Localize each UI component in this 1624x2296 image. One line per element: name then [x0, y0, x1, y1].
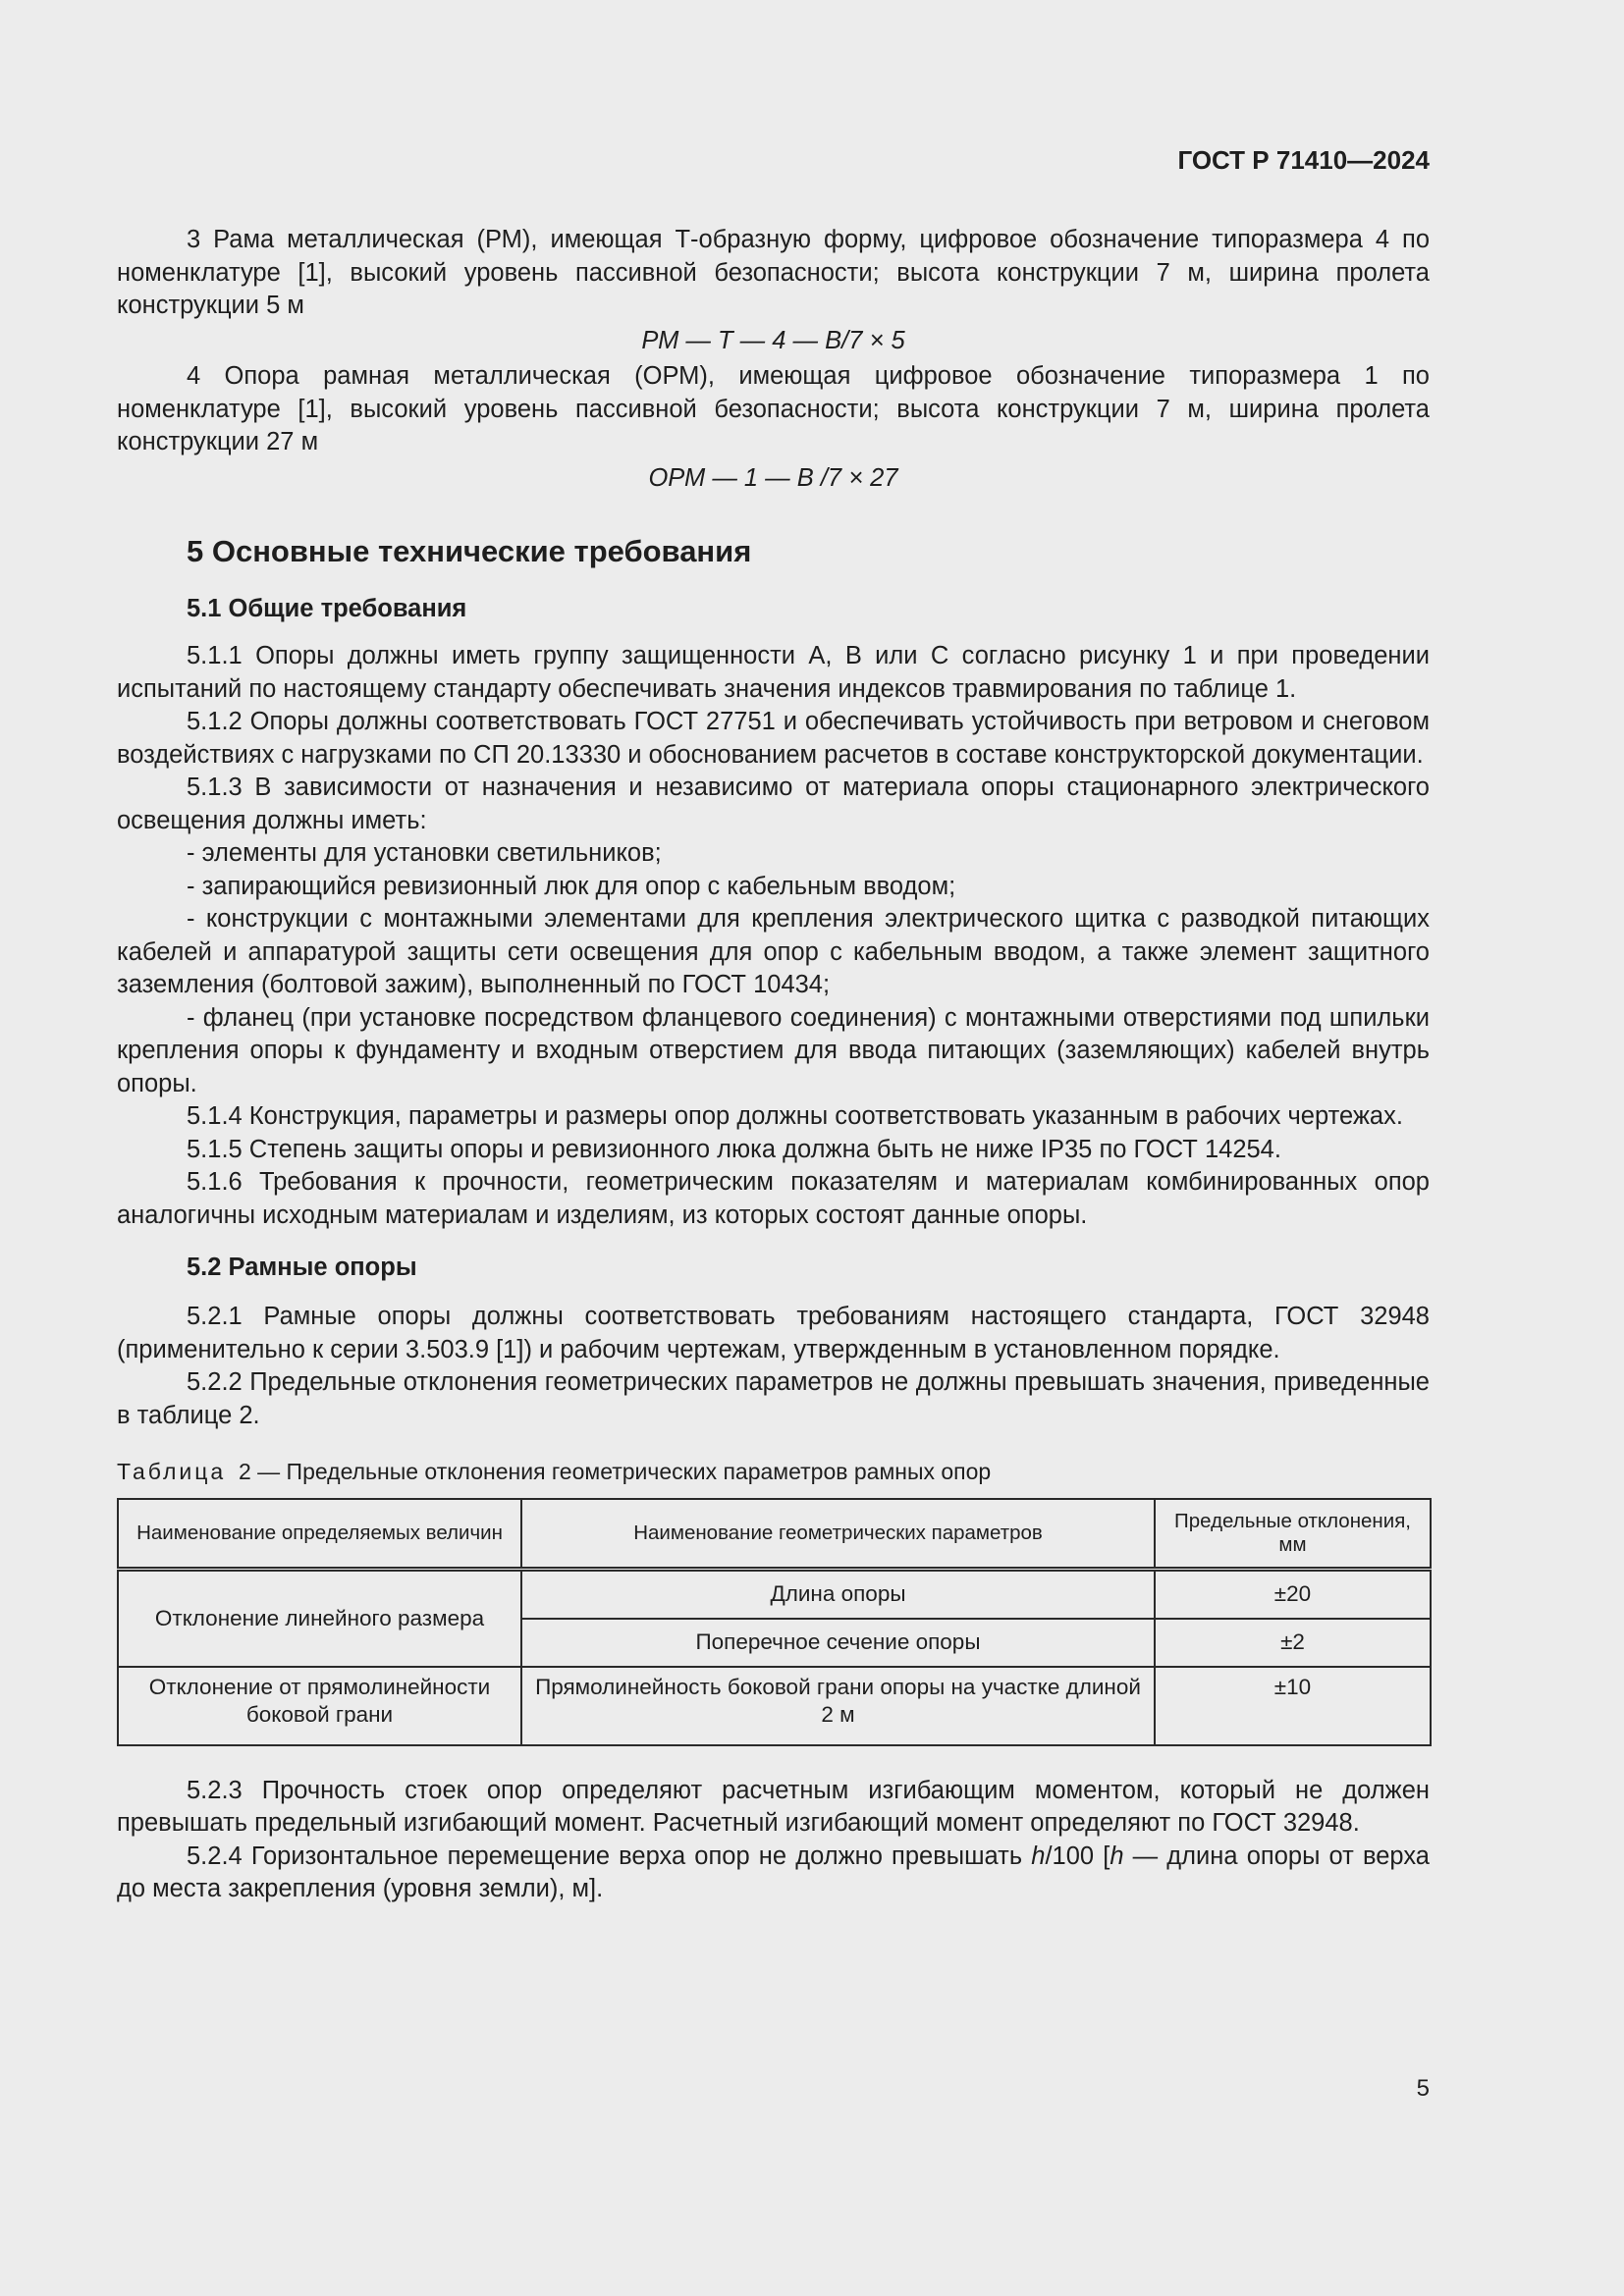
clause-5-1-2: 5.1.2 Опоры должны соответствовать ГОСТ 27751 и обеспечивать устойчивость при ветровом и снеговом воздействиях с нагрузками по СП 20.13330 и обоснованием расчетов в составе конструкторской документации. — [117, 708, 1430, 769]
table-caption — [117, 1456, 1430, 1489]
clause-5-1-6: 5.1.6 Требования к прочности, геометрическим показателям и материалам комбинированных опор аналогичны исходным материалам и изделиям, из которых состоят данные опоры. — [117, 1168, 1430, 1229]
table-header-cell: Наименование определяемых величин — [118, 1499, 521, 1570]
clause-5-2-1: 5.2.1 Рамные опоры должны соответствовать требованиям настоящего стандарта, ГОСТ 32948 (применительно к серии 3.503.9 [1]) и рабочим чертежам, утвержденным в установленном порядке. — [117, 1303, 1430, 1363]
table-cell: ±20 — [1155, 1569, 1431, 1619]
list-item: - запирающийся ревизионный люк для опор с кабельным вводом; — [187, 872, 956, 900]
example-4-formula: ОРМ — 1 — В /7 × 27 — [648, 463, 898, 492]
table-cell: Отклонение линейного размера — [118, 1569, 521, 1667]
deviation-table — [117, 1498, 1432, 1746]
table-cell: Прямолинейность боковой грани опоры на участке длиной 2 м — [521, 1667, 1155, 1745]
table-row — [118, 1667, 1431, 1745]
table-row — [118, 1569, 1431, 1619]
list-item: - конструкции с монтажными элементами для крепления электрического щитка с разводкой питающих кабелей и аппаратурой защиты сети освещения для опор с кабельным вводом, а также элемент защитного заземления (болтовой зажим), выполненный по ГОСТ 10434; — [117, 905, 1430, 998]
example-3-text: 3 Рама металлическая (РМ), имеющая Т-образную форму, цифровое обозначение типоразмера 4 по номенклатуре [1], высокий уровень пассивной безопасности; высота конструкции 7 м, ширина пролета конструкции 5 м — [117, 226, 1430, 319]
page-content — [117, 224, 1430, 1906]
clause-5-2-4-start: 5.2.4 Горизонтальное перемещение верха опор не должно превышать — [187, 1842, 1032, 1870]
clause-5-2-3: 5.2.3 Прочность стоек опор определяют расчетным изгибающим моментом, который не должен превышать предельный изгибающий момент. Расчетный изгибающий момент определяют по ГОСТ 32948. — [117, 1776, 1430, 1837]
table-header-cell: Наименование геометрических параметров — [521, 1499, 1155, 1570]
list-item: - фланец (при установке посредством фланцевого соединения) с монтажными отверстиями под шпильки крепления опоры к фундаменту и входным отверстием для ввода питающих (заземляющих) кабелей внутрь опоры. — [117, 1003, 1430, 1097]
table-cell: Длина опоры — [521, 1569, 1155, 1619]
table-cell: ±2 — [1155, 1619, 1431, 1667]
clause-5-1-5: 5.1.5 Степень защиты опоры и ревизионного люка должна быть не ниже IP35 по ГОСТ 14254. — [187, 1135, 1281, 1163]
table-header-row — [118, 1499, 1431, 1570]
table-header-cell: Предельные отклонения, мм — [1155, 1499, 1431, 1570]
clause-5-1-1: 5.1.1 Опоры должны иметь группу защищенности А, В или С согласно рисунку 1 и при проведении испытаний по настоящему стандарту обеспечивать значения индексов травмирования по таблице 1. — [117, 642, 1430, 703]
page-number: 5 — [1416, 2075, 1430, 2102]
table-cell: Поперечное сечение опоры — [521, 1619, 1155, 1667]
example-4-text: 4 Опора рамная металлическая (ОРМ), имеющая цифровое обозначение типоразмера 1 по номенклатуре [1], высокий уровень пассивной безопасности; высота конструкции 7 м, ширина пролета конструкции 27 м — [117, 362, 1430, 455]
table-caption-text: 2 — Предельные отклонения геометрических параметров рамных опор — [238, 1459, 992, 1484]
table-cell: ±10 — [1155, 1667, 1431, 1745]
section-5-1-heading: 5.1 Общие требования — [187, 595, 467, 622]
table-caption-word: Таблица — [117, 1459, 227, 1484]
clause-5-1-3: 5.1.3 В зависимости от назначения и независимо от материала опоры стационарного электрического освещения должны иметь: — [117, 774, 1430, 834]
variable-h: h — [1110, 1842, 1124, 1870]
clause-5-2-4-end: — длина опоры от верха до места закрепления (уровня земли), м]. — [117, 1842, 1430, 1902]
document-id: ГОСТ Р 71410—2024 — [1177, 145, 1430, 175]
clause-5-2-4-mid: /100 [ — [1045, 1842, 1110, 1870]
variable-h: h — [1031, 1842, 1046, 1870]
clause-5-2-4 — [117, 1841, 1430, 1906]
list-item: - элементы для установки светильников; — [187, 839, 662, 867]
section-5-heading: 5 Основные технические требования — [187, 534, 752, 568]
table-cell: Отклонение от прямолинейности боковой грани — [118, 1667, 521, 1745]
example-3-formula: РМ — Т — 4 — В/7 × 5 — [641, 326, 905, 354]
section-5-2-heading: 5.2 Рамные опоры — [187, 1254, 417, 1281]
clause-5-2-2: 5.2.2 Предельные отклонения геометрических параметров не должны превышать значения, приведенные в таблице 2. — [117, 1368, 1430, 1429]
clause-5-1-4: 5.1.4 Конструкция, параметры и размеры опор должны соответствовать указанным в рабочих чертежах. — [187, 1102, 1403, 1130]
